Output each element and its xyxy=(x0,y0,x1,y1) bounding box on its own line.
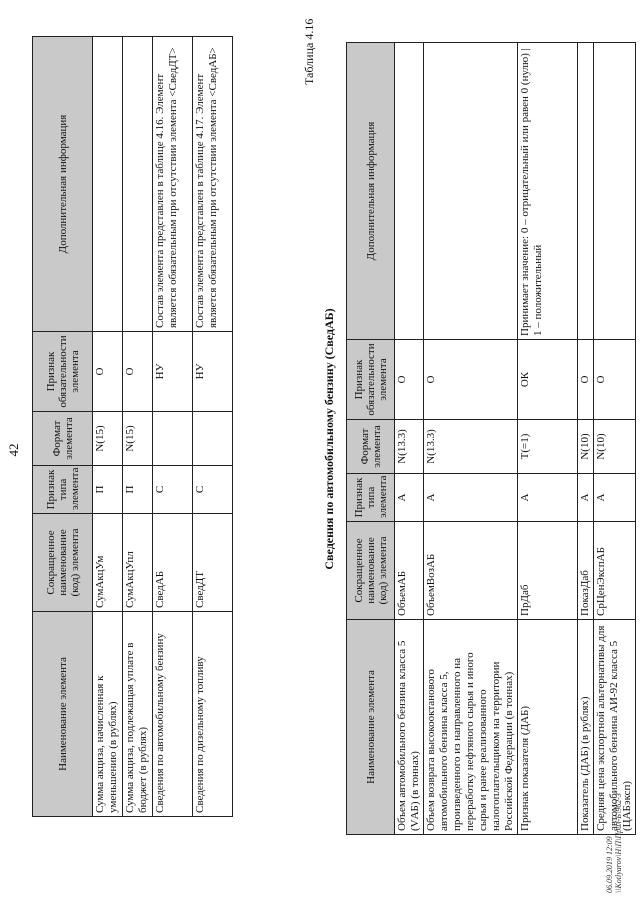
col-header-name: Наименование элемента xyxy=(33,612,93,817)
table-row: Средняя цена экспортной альтернативы для автомобильного бензина АИ-92 класса 5 (ЦАБэксп) СрЦенЭкспАБ А N(10) О xyxy=(594,43,636,835)
gasoline-info-table xyxy=(346,42,636,835)
table-row: Объем автомобильного бензина класса 5 (VАБ) (в тоннах) ОбъемАБ А N(13.3) О xyxy=(395,43,424,835)
col-header-info: Дополнительная информация xyxy=(347,43,395,340)
col-header-required: Признак обязательности элемента xyxy=(33,332,93,412)
page-number: 42 xyxy=(6,443,21,457)
table-caption: Таблица 4.16 xyxy=(302,18,316,85)
col-header-code: Сокращенное наименование (код) элемента xyxy=(33,514,93,612)
table-row: Сумма акциза, подлежащая уплате в бюджет (в рублях) СумАкцУпл П N(15) О xyxy=(123,37,153,817)
file-path: \\Kotlyarov\Н\П\Прил-Б\962-3 xyxy=(614,793,623,893)
print-footer xyxy=(605,793,623,893)
col-header-type: Признак типа элемента xyxy=(33,466,93,514)
col-header-type: Признак типа элемента xyxy=(347,474,395,522)
table-row: Объем возврата высокооктанового автомобильного бензина класса 5, произведенного из направленного на переработку нефтяного сырья и иного сырья и ранее реализованного налогоплательщиком на территории Российской Федерации (в тоннах) ОбъемВозАБ А N(13.3) О xyxy=(424,43,518,835)
table-row: Сведения по автомобильному бензину СведАБ С НУ Состав элемента представлен в таблице 4.16. Элемент является обязательным при отсутствии элемента <СведДТ> xyxy=(153,37,193,817)
col-header-info: Дополнительная информация xyxy=(33,37,93,332)
table-row: Сведения по дизельному топливу СведДТ С НУ Состав элемента представлен в таблице 4.17. Элемент является обязательным при отсутствии элемента <СведАБ> xyxy=(193,37,233,817)
col-header-format: Формат элемента xyxy=(33,412,93,466)
print-timestamp: 06.09.2019 12:09 xyxy=(605,836,614,893)
table-row: Признак показателя (ДАБ) ПрДаб А Т(=1) ОК Принимает значение: 0 – отрицательный или равен 0 (нулю) | 1 – положительный xyxy=(518,43,578,835)
col-header-format: Формат элемента xyxy=(347,420,395,474)
table-row: Показатель (ДАБ) (в рублях) ПоказДаб А N(10) О xyxy=(578,43,594,835)
col-header-required: Признак обязательности элемента xyxy=(347,340,395,420)
table-title: Сведения по автомобильному бензину (СведАБ) xyxy=(322,308,336,570)
col-header-code: Сокращенное наименование (код) элемента xyxy=(347,522,395,620)
col-header-name: Наименование элемента xyxy=(347,620,395,835)
elements-table-continued xyxy=(32,36,233,817)
table-row: Сумма акциза, начисленная к уменьшению (в рублях) СумАкцУм П N(15) О xyxy=(93,37,123,817)
